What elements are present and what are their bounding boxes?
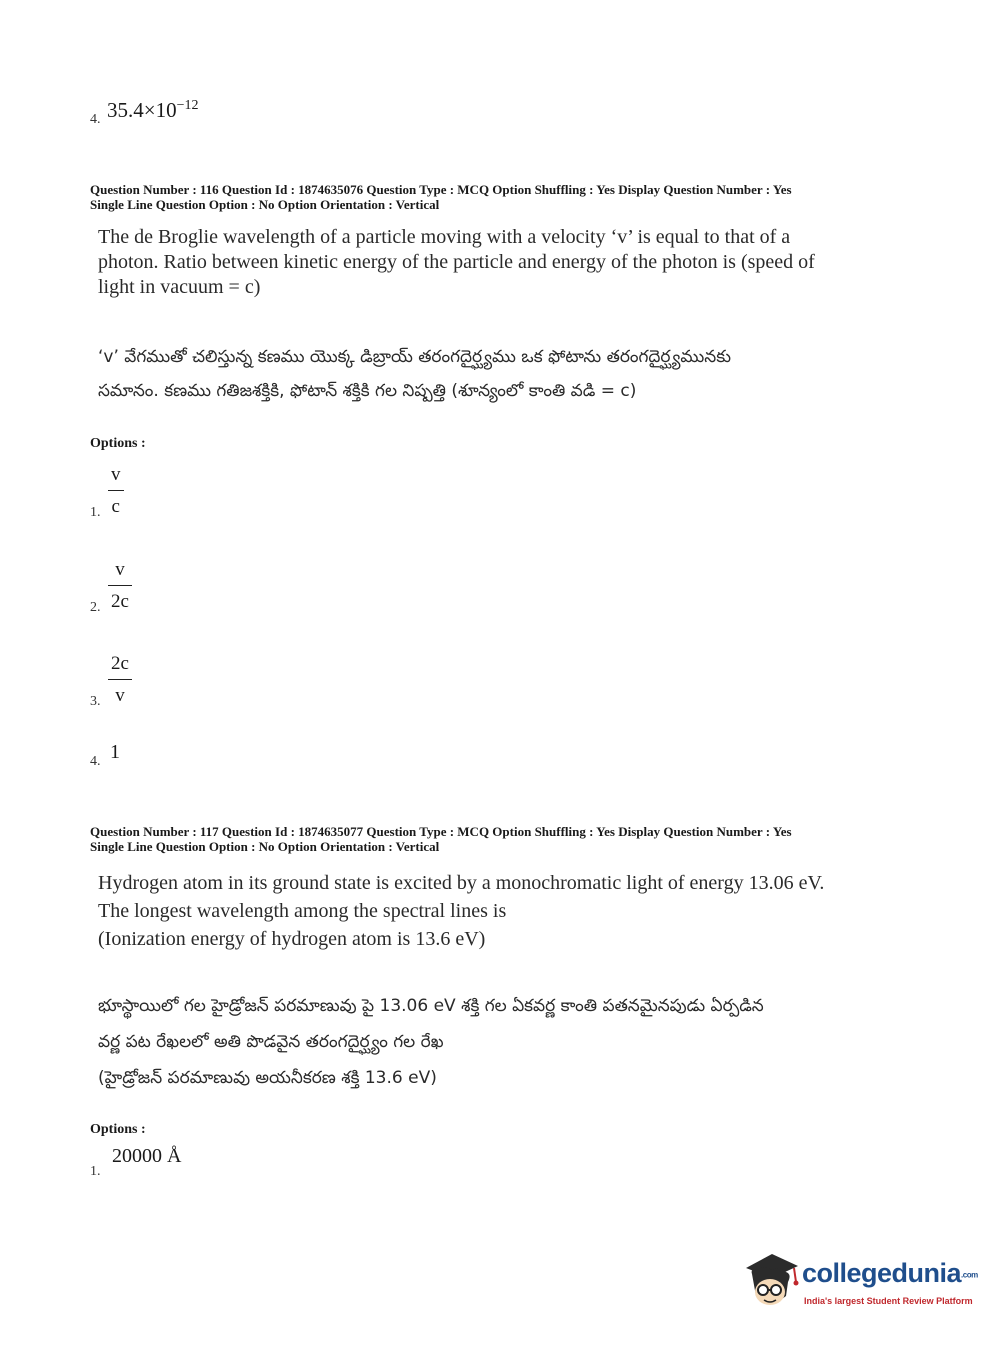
prev-option-value: [107, 98, 199, 123]
prev-option-base: 35.4×10: [107, 98, 177, 122]
q116-option3-number: 3.: [90, 694, 101, 709]
graduate-mascot-icon: [742, 1250, 800, 1312]
prev-option-number: 4.: [90, 112, 101, 127]
q116-telugu-text: [98, 340, 918, 408]
q117-english-line: Hydrogen atom in its ground state is excited by a monochromatic light of energy 13.06 eV.: [98, 872, 825, 894]
q117-meta-line1: Question Number : 117 Question Id : 1874635077 Question Type : MCQ Option Shuffling : Yes Display Question Number : Yes: [90, 824, 792, 839]
q117-meta-line2: Single Line Question Option : No Option Orientation : Vertical: [90, 839, 440, 854]
q117-option1-number: 1.: [90, 1164, 101, 1179]
fraction-bar: [108, 679, 132, 680]
q116-option1-number: 1.: [90, 505, 101, 520]
fraction-bar: [108, 585, 132, 586]
q116-telugu-line: సమానం. కణము గతిజశక్తికి, ఫోటాన్ శక్తికి గల నిష్పత్తి (శూన్యంలో కాంతి వడి = c): [98, 381, 637, 401]
q116-option4-number: 4.: [90, 754, 101, 769]
fraction-denominator: 2c: [111, 591, 129, 612]
q117-telugu-line: భూస్థాయిలో గల హైడ్రోజన్ పరమాణువు పై 13.06 eV శక్తి గల ఏకవర్ణ కాంతి పతనమైనపుడు ఏర్పడిన: [98, 996, 764, 1016]
q117-english-line: The longest wavelength among the spectral lines is: [98, 900, 507, 922]
q116-english-line: light in vacuum = c): [98, 276, 261, 298]
q116-option2-number: 2.: [90, 600, 101, 615]
q116-option3-fraction: [108, 652, 132, 708]
q116-options-label: Options :: [90, 436, 146, 451]
q117-option1-value: 20000 Å: [112, 1145, 182, 1167]
q116-english-text: [98, 225, 898, 300]
fraction-numerator: v: [111, 464, 121, 485]
q116-option1-fraction: [108, 463, 124, 519]
q117-telugu-line: వర్ణ పట రేఖలలో అతి పొడవైన తరంగదైర్ఘ్యం గల రేఖ: [98, 1032, 444, 1052]
fraction-numerator: 2c: [111, 653, 129, 674]
q117-options-label: Options :: [90, 1122, 146, 1137]
q116-telugu-line: ‘v’ వేగముతో చలిస్తున్న కణము యొక్క డిబ్రాయ్ తరంగదైర్ఘ్యము ఒక ఫోటాను తరంగదైర్ఘ్యమునకు: [98, 347, 731, 367]
q116-option4-value: 1: [110, 741, 120, 763]
q116-english-line: photon. Ratio between kinetic energy of the particle and energy of the photon is (speed of: [98, 251, 815, 273]
fraction-denominator: c: [111, 496, 120, 517]
q116-option2-fraction: [108, 558, 132, 614]
collegedunia-logo: [742, 1250, 978, 1314]
q116-english-line: The de Broglie wavelength of a particle moving with a velocity ‘v’ is equal to that of a: [98, 226, 791, 248]
fraction-bar: [108, 490, 124, 491]
fraction-numerator: v: [115, 559, 125, 580]
q117-english-text: [98, 869, 918, 953]
logo-suffix: .com: [961, 1270, 978, 1280]
logo-brand: collegedunia: [802, 1258, 962, 1288]
logo-brand-name: [802, 1258, 978, 1289]
prev-option-exponent: −12: [176, 98, 199, 113]
logo-tagline: India's largest Student Review Platform: [804, 1296, 973, 1306]
q117-telugu-text: [98, 988, 918, 1096]
q116-meta-line2: Single Line Question Option : No Option Orientation : Vertical: [90, 197, 440, 212]
q117-telugu-line: (హైడ్రోజన్ పరమాణువు అయనీకరణ శక్తి 13.6 eV): [98, 1068, 437, 1088]
q116-meta-line1: Question Number : 116 Question Id : 1874635076 Question Type : MCQ Option Shuffling : Yes Display Question Number : Yes: [90, 182, 792, 197]
q117-english-line: (Ionization energy of hydrogen atom is 13.6 eV): [98, 928, 486, 950]
fraction-denominator: v: [115, 685, 125, 706]
